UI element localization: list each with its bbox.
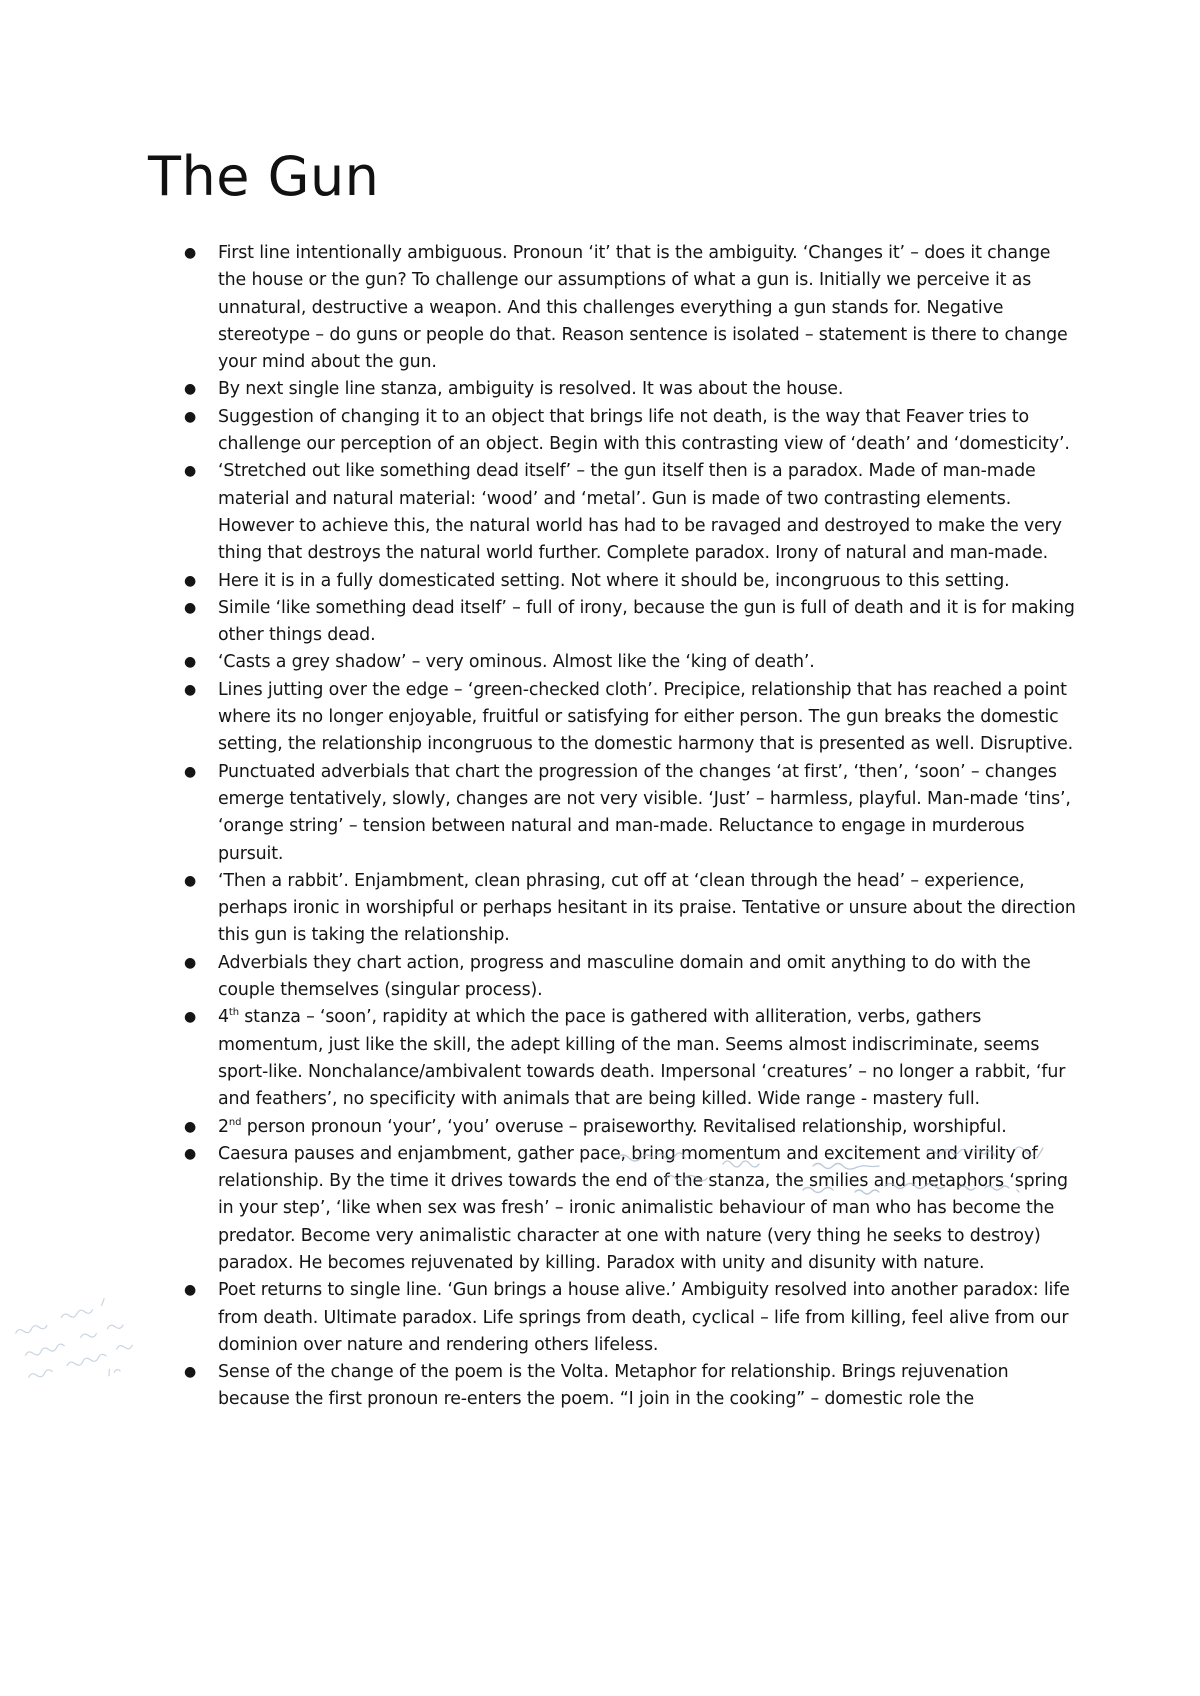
note-text: Punctuated adverbials that chart the progression of the changes ‘at first’, ‘then’, ‘soon’ – changes emerge tentatively, slowly, changes are not very visible. ‘Just’ – harmless, playful. Man-made ‘tins’, ‘orange string’ – tension between natural and man-made. Reluctance to engage in murderous pursuit. (218, 761, 1071, 864)
note-text: By next single line stanza, ambiguity is resolved. It was about the house. (218, 379, 844, 400)
bullet-icon: ● (184, 1009, 197, 1026)
note-superscript: nd (228, 1116, 242, 1128)
note-item (178, 649, 1078, 676)
note-text: Adverbials they chart action, progress and masculine domain and omit anything to do with the couple themselves (singular process). (218, 952, 1031, 1001)
note-superscript: th (228, 1007, 239, 1019)
bullet-icon: ● (184, 1282, 197, 1299)
note-item (178, 568, 1078, 595)
note-item (178, 868, 1078, 950)
bullet-icon: ● (184, 599, 197, 616)
note-item (178, 376, 1078, 403)
bullet-icon: ● (184, 654, 197, 671)
note-item (178, 595, 1078, 650)
handwritten-annotation-mid (555, 1138, 1075, 1218)
bullet-icon: ● (184, 681, 197, 698)
bullet-icon: ● (184, 1145, 197, 1162)
note-item (178, 1359, 1078, 1414)
bullet-icon: ● (184, 463, 197, 480)
note-item (178, 240, 1078, 376)
note-item (178, 1004, 1078, 1113)
bullet-icon: ● (184, 1364, 197, 1381)
note-item (178, 458, 1078, 567)
note-prefix: 4 (218, 1007, 229, 1028)
note-text: Sense of the change of the poem is the Volta. Metaphor for relationship. Brings rejuvenation because the first pronoun re-enters the poem. “I join in the cooking” – domestic role the (218, 1362, 1009, 1410)
note-text: Suggestion of changing it to an object that brings life not death, is the way that Feaver tries to challenge our perception of an object. Begin with this contrasting view of ‘death’ and ‘domesticity’. (218, 406, 1070, 455)
note-text: Poet returns to single line. ‘Gun brings a house alive.’ Ambiguity resolved into another paradox: life from death. Ultimate paradox. Life springs from death, cyclical – life from killing, feel alive from our dominion over nature and rendering others lifeless. (218, 1280, 1070, 1355)
bullet-icon: ● (184, 408, 197, 425)
bullet-icon: ● (184, 1118, 197, 1135)
bullet-icon: ● (184, 245, 197, 261)
bullet-icon: ● (184, 572, 197, 589)
note-text: Caesura pauses and enjambment, gather pace, bring momentum and excitement and virility of relationship. By the time it drives towards the end of the stanza, the smilies and metaphors ‘spring in your step’, ‘like when sex was fresh’ – ironic animalistic behaviour of man who has become the predator. Become very animalistic character at one with nature (very thing he seeks to destroy) paradox. He becomes rejuvenated by killing. Paradox with unity and disunity with nature. (218, 1143, 1068, 1273)
bullet-icon: ● (184, 763, 197, 780)
page-title: The Gun (148, 145, 380, 208)
note-text: stanza – ‘soon’, rapidity at which the pace is gathered with alliteration, verbs, gathers momentum, just like the skill, the adept killing of the man. Seems almost indiscriminate, seems sport-like. Nonchalance/ambivalent towards death. Impersonal ‘creatures’ – no longer a rabbit, ‘fur and feathers’, no specificity with animals that are being killed. Wide range - mastery full. (218, 1007, 1066, 1110)
note-item (178, 950, 1078, 1005)
note-item (178, 677, 1078, 759)
bullet-icon: ● (184, 872, 197, 889)
note-text: First line intentionally ambiguous. Pronoun ‘it’ that is the ambiguity. ‘Changes it’ – does it change the house or the gun? To challenge our assumptions of what a gun is. Initially we perceive it as unnatural, destructive a weapon. And this challenges everything a gun stands for. Negative stereotype – do guns or people do that. Reason sentence is isolated – statement is there to change your mind about the gun. (218, 243, 1068, 373)
note-text: ‘Stretched out like something dead itself’ – the gun itself then is a paradox. Made of man-made material and natural material: ‘wood’ and ‘metal’. Gun is made of two contrasting elements. However to achieve this, the natural world has had to be ravaged and destroyed to make the very thing that destroys the natural world further. Complete paradox. Irony of natural and man-made. (218, 461, 1062, 564)
note-item (178, 404, 1078, 459)
notes-list (178, 240, 1078, 1414)
bullet-icon: ● (184, 381, 197, 398)
note-text: person pronoun ‘your’, ‘you’ overuse – praiseworthy. Revitalised relationship, worshipful. (241, 1116, 1007, 1137)
note-item (178, 1114, 1078, 1141)
note-text: ‘Casts a grey shadow’ – very ominous. Almost like the ‘king of death’. (218, 652, 815, 673)
note-text: ‘Then a rabbit’. Enjambment, clean phrasing, cut off at ‘clean through the head’ – experience, perhaps ironic in worshipful or perhaps hesitant in its praise. Tentative or unsure about the direction this gun is taking the relationship. (218, 870, 1076, 946)
handwritten-annotation-left (10, 1282, 179, 1413)
note-item (178, 1277, 1078, 1359)
note-prefix: 2 (218, 1116, 229, 1137)
note-item (178, 759, 1078, 868)
note-text: Here it is in a fully domesticated setting. Not where it should be, incongruous to this setting. (218, 570, 1010, 591)
bullet-icon: ● (184, 954, 197, 971)
note-text: Simile ‘like something dead itself’ – full of irony, because the gun is full of death and it is for making other things dead. (218, 597, 1075, 646)
note-text: Lines jutting over the edge – ‘green-checked cloth’. Precipice, relationship that has reached a point where its no longer enjoyable, fruitful or satisfying for either person. The gun breaks the domestic setting, the relationship incongruous to the domestic harmony that is presented as well. Disruptive. (218, 679, 1074, 755)
